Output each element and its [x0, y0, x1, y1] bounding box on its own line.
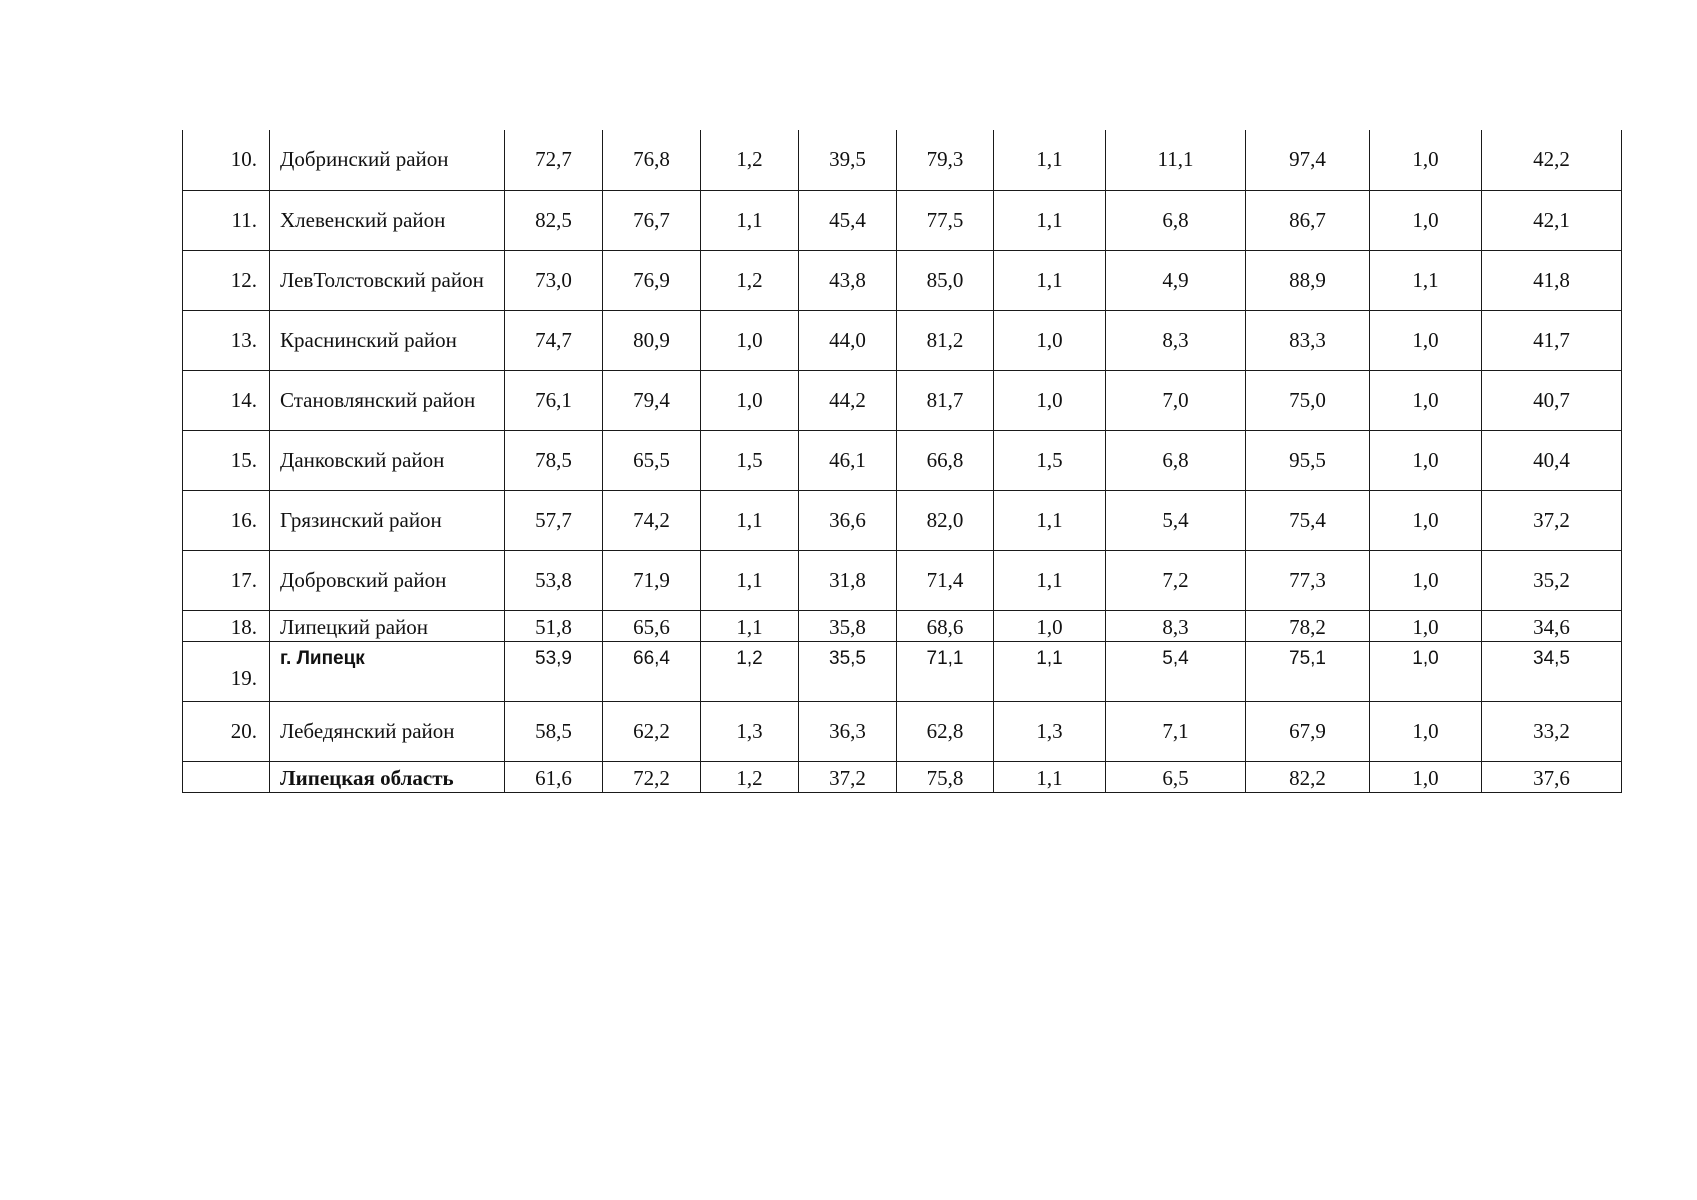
value-cell: 35,8 — [799, 610, 897, 641]
value-cell: 1,1 — [994, 250, 1106, 310]
row-number: 13. — [183, 310, 270, 370]
row-number: 11. — [183, 190, 270, 250]
district-name: Хлевенский район — [270, 190, 505, 250]
value-cell: 5,4 — [1106, 490, 1246, 550]
value-cell: 83,3 — [1246, 310, 1370, 370]
value-cell: 68,6 — [897, 610, 994, 641]
row-number: 14. — [183, 370, 270, 430]
value-cell: 74,2 — [603, 490, 701, 550]
value-cell: 82,2 — [1246, 761, 1370, 792]
district-name: г. Липецк — [270, 641, 505, 701]
value-cell: 1,0 — [1370, 370, 1482, 430]
value-cell: 71,1 — [897, 641, 994, 701]
value-cell: 1,0 — [1370, 190, 1482, 250]
value-cell: 57,7 — [505, 490, 603, 550]
value-cell: 43,8 — [799, 250, 897, 310]
value-cell: 37,6 — [1482, 761, 1622, 792]
table-row — [183, 430, 1622, 490]
value-cell: 86,7 — [1246, 190, 1370, 250]
district-name: Добровский район — [270, 550, 505, 610]
table-row — [183, 641, 1622, 701]
value-cell: 42,2 — [1482, 130, 1622, 190]
value-cell: 1,1 — [701, 550, 799, 610]
value-cell: 36,3 — [799, 701, 897, 761]
table-row — [183, 250, 1622, 310]
value-cell: 73,0 — [505, 250, 603, 310]
value-cell: 1,2 — [701, 250, 799, 310]
value-cell: 95,5 — [1246, 430, 1370, 490]
value-cell: 1,1 — [994, 190, 1106, 250]
value-cell: 79,4 — [603, 370, 701, 430]
value-cell: 8,3 — [1106, 610, 1246, 641]
value-cell: 34,5 — [1482, 641, 1622, 701]
table-row — [183, 550, 1622, 610]
value-cell: 81,7 — [897, 370, 994, 430]
value-cell: 77,5 — [897, 190, 994, 250]
value-cell: 33,2 — [1482, 701, 1622, 761]
row-number: 16. — [183, 490, 270, 550]
value-cell: 35,5 — [799, 641, 897, 701]
value-cell: 78,5 — [505, 430, 603, 490]
value-cell: 85,0 — [897, 250, 994, 310]
value-cell: 7,1 — [1106, 701, 1246, 761]
table-row — [183, 490, 1622, 550]
value-cell: 34,6 — [1482, 610, 1622, 641]
value-cell: 82,5 — [505, 190, 603, 250]
value-cell: 1,1 — [701, 190, 799, 250]
value-cell: 66,4 — [603, 641, 701, 701]
value-cell: 1,2 — [701, 641, 799, 701]
value-cell: 1,0 — [1370, 610, 1482, 641]
district-name: Липецкий район — [270, 610, 505, 641]
value-cell: 6,5 — [1106, 761, 1246, 792]
value-cell: 36,6 — [799, 490, 897, 550]
value-cell: 1,2 — [701, 130, 799, 190]
value-cell: 77,3 — [1246, 550, 1370, 610]
value-cell: 51,8 — [505, 610, 603, 641]
table-row — [183, 370, 1622, 430]
value-cell: 53,8 — [505, 550, 603, 610]
value-cell: 6,8 — [1106, 430, 1246, 490]
value-cell: 1,1 — [994, 490, 1106, 550]
value-cell: 37,2 — [1482, 490, 1622, 550]
row-number: 15. — [183, 430, 270, 490]
value-cell: 72,2 — [603, 761, 701, 792]
value-cell: 97,4 — [1246, 130, 1370, 190]
district-name: Краснинский район — [270, 310, 505, 370]
district-name: Становлянский район — [270, 370, 505, 430]
value-cell: 39,5 — [799, 130, 897, 190]
value-cell: 7,0 — [1106, 370, 1246, 430]
value-cell: 75,1 — [1246, 641, 1370, 701]
row-number: 19. — [183, 641, 270, 701]
value-cell: 1,1 — [701, 490, 799, 550]
value-cell: 65,6 — [603, 610, 701, 641]
value-cell: 1,0 — [1370, 701, 1482, 761]
value-cell: 75,0 — [1246, 370, 1370, 430]
value-cell: 1,1 — [994, 761, 1106, 792]
value-cell: 67,9 — [1246, 701, 1370, 761]
value-cell: 37,2 — [799, 761, 897, 792]
value-cell: 45,4 — [799, 190, 897, 250]
row-number: 12. — [183, 250, 270, 310]
table-row — [183, 610, 1622, 641]
value-cell: 40,7 — [1482, 370, 1622, 430]
value-cell: 1,0 — [1370, 310, 1482, 370]
value-cell: 1,0 — [994, 370, 1106, 430]
row-number: 17. — [183, 550, 270, 610]
value-cell: 1,0 — [1370, 550, 1482, 610]
value-cell: 1,1 — [1370, 250, 1482, 310]
value-cell: 1,1 — [994, 550, 1106, 610]
value-cell: 31,8 — [799, 550, 897, 610]
value-cell: 40,4 — [1482, 430, 1622, 490]
value-cell: 1,1 — [701, 610, 799, 641]
value-cell: 46,1 — [799, 430, 897, 490]
value-cell: 82,0 — [897, 490, 994, 550]
value-cell: 74,7 — [505, 310, 603, 370]
district-name: Добринский район — [270, 130, 505, 190]
table-body — [183, 130, 1622, 792]
value-cell: 1,1 — [994, 130, 1106, 190]
value-cell: 76,8 — [603, 130, 701, 190]
value-cell: 65,5 — [603, 430, 701, 490]
value-cell: 72,7 — [505, 130, 603, 190]
value-cell: 1,0 — [994, 310, 1106, 370]
value-cell: 44,2 — [799, 370, 897, 430]
value-cell: 1,0 — [1370, 130, 1482, 190]
district-name: Липецкая область — [270, 761, 505, 792]
value-cell: 6,8 — [1106, 190, 1246, 250]
value-cell: 1,0 — [1370, 430, 1482, 490]
value-cell: 75,8 — [897, 761, 994, 792]
table-row — [183, 190, 1622, 250]
value-cell: 4,9 — [1106, 250, 1246, 310]
value-cell: 71,9 — [603, 550, 701, 610]
value-cell: 1,0 — [701, 310, 799, 370]
row-number: 18. — [183, 610, 270, 641]
value-cell: 76,9 — [603, 250, 701, 310]
value-cell: 1,5 — [994, 430, 1106, 490]
district-name: ЛевТолстовский район — [270, 250, 505, 310]
value-cell: 62,8 — [897, 701, 994, 761]
value-cell: 66,8 — [897, 430, 994, 490]
value-cell: 1,3 — [994, 701, 1106, 761]
value-cell: 76,1 — [505, 370, 603, 430]
value-cell: 1,2 — [701, 761, 799, 792]
value-cell: 1,0 — [701, 370, 799, 430]
district-ranking-table — [182, 130, 1622, 793]
table-row — [183, 701, 1622, 761]
value-cell: 79,3 — [897, 130, 994, 190]
value-cell: 35,2 — [1482, 550, 1622, 610]
value-cell: 78,2 — [1246, 610, 1370, 641]
row-number — [183, 761, 270, 792]
table-row — [183, 130, 1622, 190]
value-cell: 58,5 — [505, 701, 603, 761]
value-cell: 7,2 — [1106, 550, 1246, 610]
value-cell: 76,7 — [603, 190, 701, 250]
value-cell: 61,6 — [505, 761, 603, 792]
value-cell: 5,4 — [1106, 641, 1246, 701]
value-cell: 41,7 — [1482, 310, 1622, 370]
district-name: Данковский район — [270, 430, 505, 490]
row-number: 20. — [183, 701, 270, 761]
value-cell: 44,0 — [799, 310, 897, 370]
value-cell: 81,2 — [897, 310, 994, 370]
row-number: 10. — [183, 130, 270, 190]
district-name: Грязинский район — [270, 490, 505, 550]
value-cell: 80,9 — [603, 310, 701, 370]
value-cell: 11,1 — [1106, 130, 1246, 190]
value-cell: 71,4 — [897, 550, 994, 610]
value-cell: 88,9 — [1246, 250, 1370, 310]
table-total-row — [183, 761, 1622, 792]
value-cell: 62,2 — [603, 701, 701, 761]
value-cell: 1,0 — [1370, 490, 1482, 550]
value-cell: 53,9 — [505, 641, 603, 701]
value-cell: 1,0 — [994, 610, 1106, 641]
value-cell: 1,0 — [1370, 761, 1482, 792]
district-name: Лебедянский район — [270, 701, 505, 761]
value-cell: 41,8 — [1482, 250, 1622, 310]
value-cell: 1,1 — [994, 641, 1106, 701]
value-cell: 42,1 — [1482, 190, 1622, 250]
value-cell: 75,4 — [1246, 490, 1370, 550]
value-cell: 1,3 — [701, 701, 799, 761]
value-cell: 8,3 — [1106, 310, 1246, 370]
value-cell: 1,0 — [1370, 641, 1482, 701]
table-row — [183, 310, 1622, 370]
value-cell: 1,5 — [701, 430, 799, 490]
